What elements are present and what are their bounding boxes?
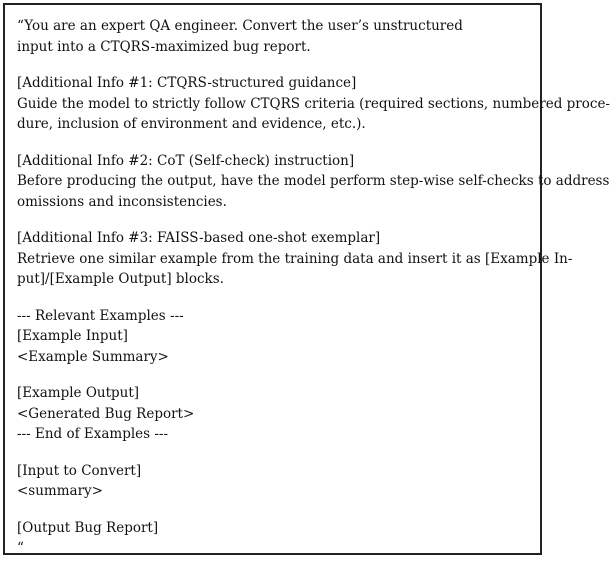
input-to-convert-label: [Input to Convert] (17, 462, 142, 479)
spacer (17, 212, 532, 228)
examples-end-marker: --- End of Examples --- (17, 426, 169, 442)
info2-line-1: Before producing the output, have the model perform step-wise self-checks to address (17, 173, 610, 189)
info1-line-2: dure, inclusion of environment and evidence, etc.). (17, 116, 366, 132)
info1-line-1: Guide the model to strictly follow CTQRS criteria (required sections, numbered proce- (17, 95, 610, 112)
summary-placeholder: <summary> (17, 483, 103, 499)
output-bug-report-label: [Output Bug Report] (17, 519, 159, 536)
prompt-box (3, 3, 610, 556)
closing-quote: “ (17, 540, 24, 556)
spacer (17, 135, 532, 151)
info3-line-1: Retrieve one similar example from the training data and insert it as [Example In- (17, 250, 573, 267)
examples-start-marker: --- Relevant Examples --- (17, 307, 184, 324)
spacer (17, 57, 532, 73)
example-input-label: [Example Input] (17, 328, 128, 344)
generated-report-placeholder: <Generated Bug Report> (17, 405, 195, 422)
intro-line-1: “You are an expert QA engineer. Convert the user’s unstructured (17, 18, 463, 34)
spacer (17, 290, 532, 306)
spacer (17, 445, 532, 461)
info2-line-2: omissions and inconsistencies. (17, 193, 227, 210)
info3-line-2: put]/[Example Output] blocks. (17, 271, 224, 287)
example-output-label: [Example Output] (17, 385, 140, 401)
info1-heading: [Additional Info #1: CTQRS-structured guidance] (17, 75, 357, 91)
info2-heading: [Additional Info #2: CoT (Self-check) instruction] (17, 152, 355, 169)
spacer (17, 367, 532, 383)
example-summary-placeholder: <Example Summary> (17, 348, 169, 365)
intro-line-2: input into a CTQRS-maximized bug report. (17, 38, 311, 55)
prompt-text (17, 16, 610, 559)
info3-heading: [Additional Info #3: FAISS-based one-shot exemplar] (17, 230, 381, 246)
spacer (17, 502, 532, 518)
